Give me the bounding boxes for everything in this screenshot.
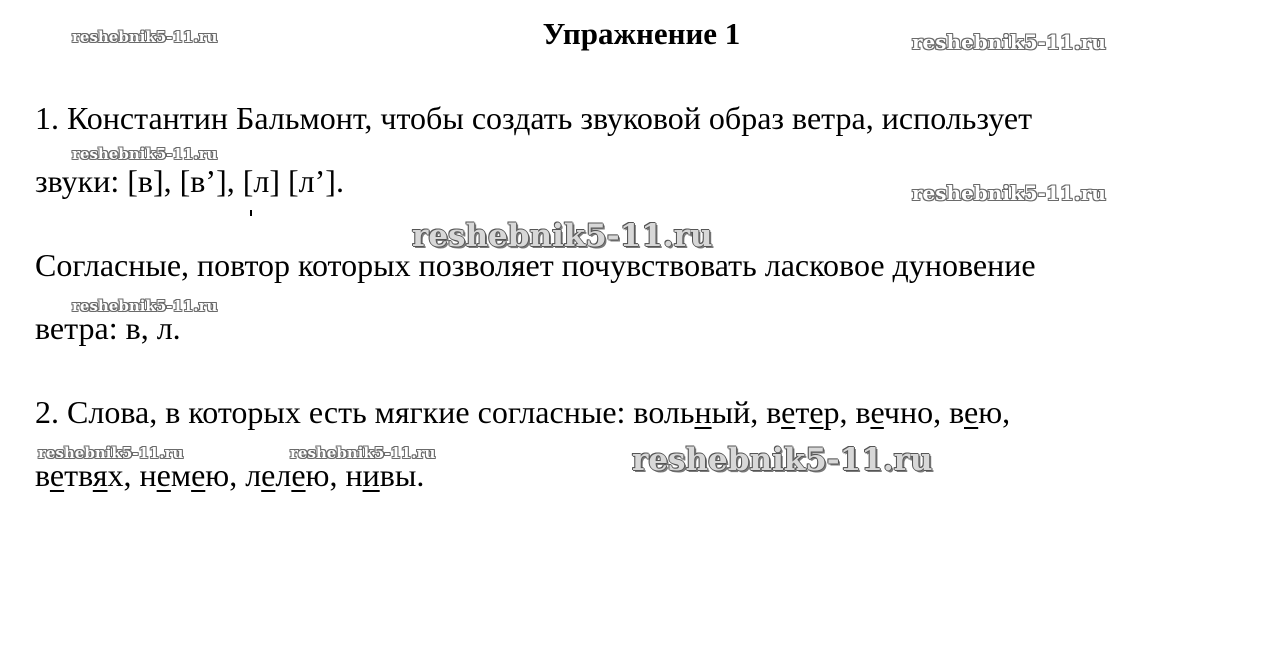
underlined-letter: е [191,457,206,493]
text-segment: чно, в [883,394,964,430]
text-segment: ый, в [711,394,782,430]
paragraph-2-line-1: Согласные, повтор которых позволяет почувствовать ласковое дуновение [35,247,1036,283]
text-segment: л [275,457,292,493]
text-segment: ю, л [205,457,262,493]
text-segment: ю, н [305,457,363,493]
underlined-letter: и [362,457,380,493]
watermark: reshebnik5-11.ru [912,30,1106,54]
text-segment: вы. [379,457,425,493]
text-segment: р, в [823,394,871,430]
underlined-letter: е [781,394,796,430]
text-segment: х, н [107,457,157,493]
underlined-letter: е [963,394,979,430]
paragraph-1-line-2: звуки: [в], [в’], [л] [л’]. [35,163,344,199]
underlined-letter: е [809,394,824,430]
text-segment: 2. Слова, в которых есть мягкие согласные: воль [35,394,695,430]
text-segment: тв [64,457,93,493]
watermark: reshebnik5-11.ru [72,145,218,163]
paragraph-3-line-1 [35,392,1010,432]
watermark: reshebnik5-11.ru [632,442,933,478]
watermark: reshebnik5-11.ru [72,28,218,46]
text-segment: м [170,457,192,493]
text-segment: в [35,457,50,493]
underlined-letter: н [694,394,712,430]
watermark: reshebnik5-11.ru [912,181,1106,205]
text-segment: ю, [978,394,1011,430]
underlined-letter: е [156,457,171,493]
exercise-title: Упражнение 1 [542,16,741,51]
underlined-letter: е [261,457,276,493]
paragraph-1-line-1: 1. Константин Бальмонт, чтобы создать звуковой образ ветра, использует [35,100,1033,136]
watermark: reshebnik5-11.ru [412,218,713,254]
underlined-letter: е [291,457,306,493]
text-segment: т [795,394,810,430]
underlined-letter: е [49,457,65,493]
paragraph-3-line-2 [35,455,424,495]
watermark: reshebnik5-11.ru [290,444,436,462]
underlined-letter: е [870,394,884,430]
watermark: reshebnik5-11.ru [72,297,218,315]
paragraph-2-line-2: ветра: в, л. [35,310,181,346]
underlined-letter: я [92,457,108,493]
watermark: reshebnik5-11.ru [38,444,184,462]
stray-mark [250,210,252,216]
